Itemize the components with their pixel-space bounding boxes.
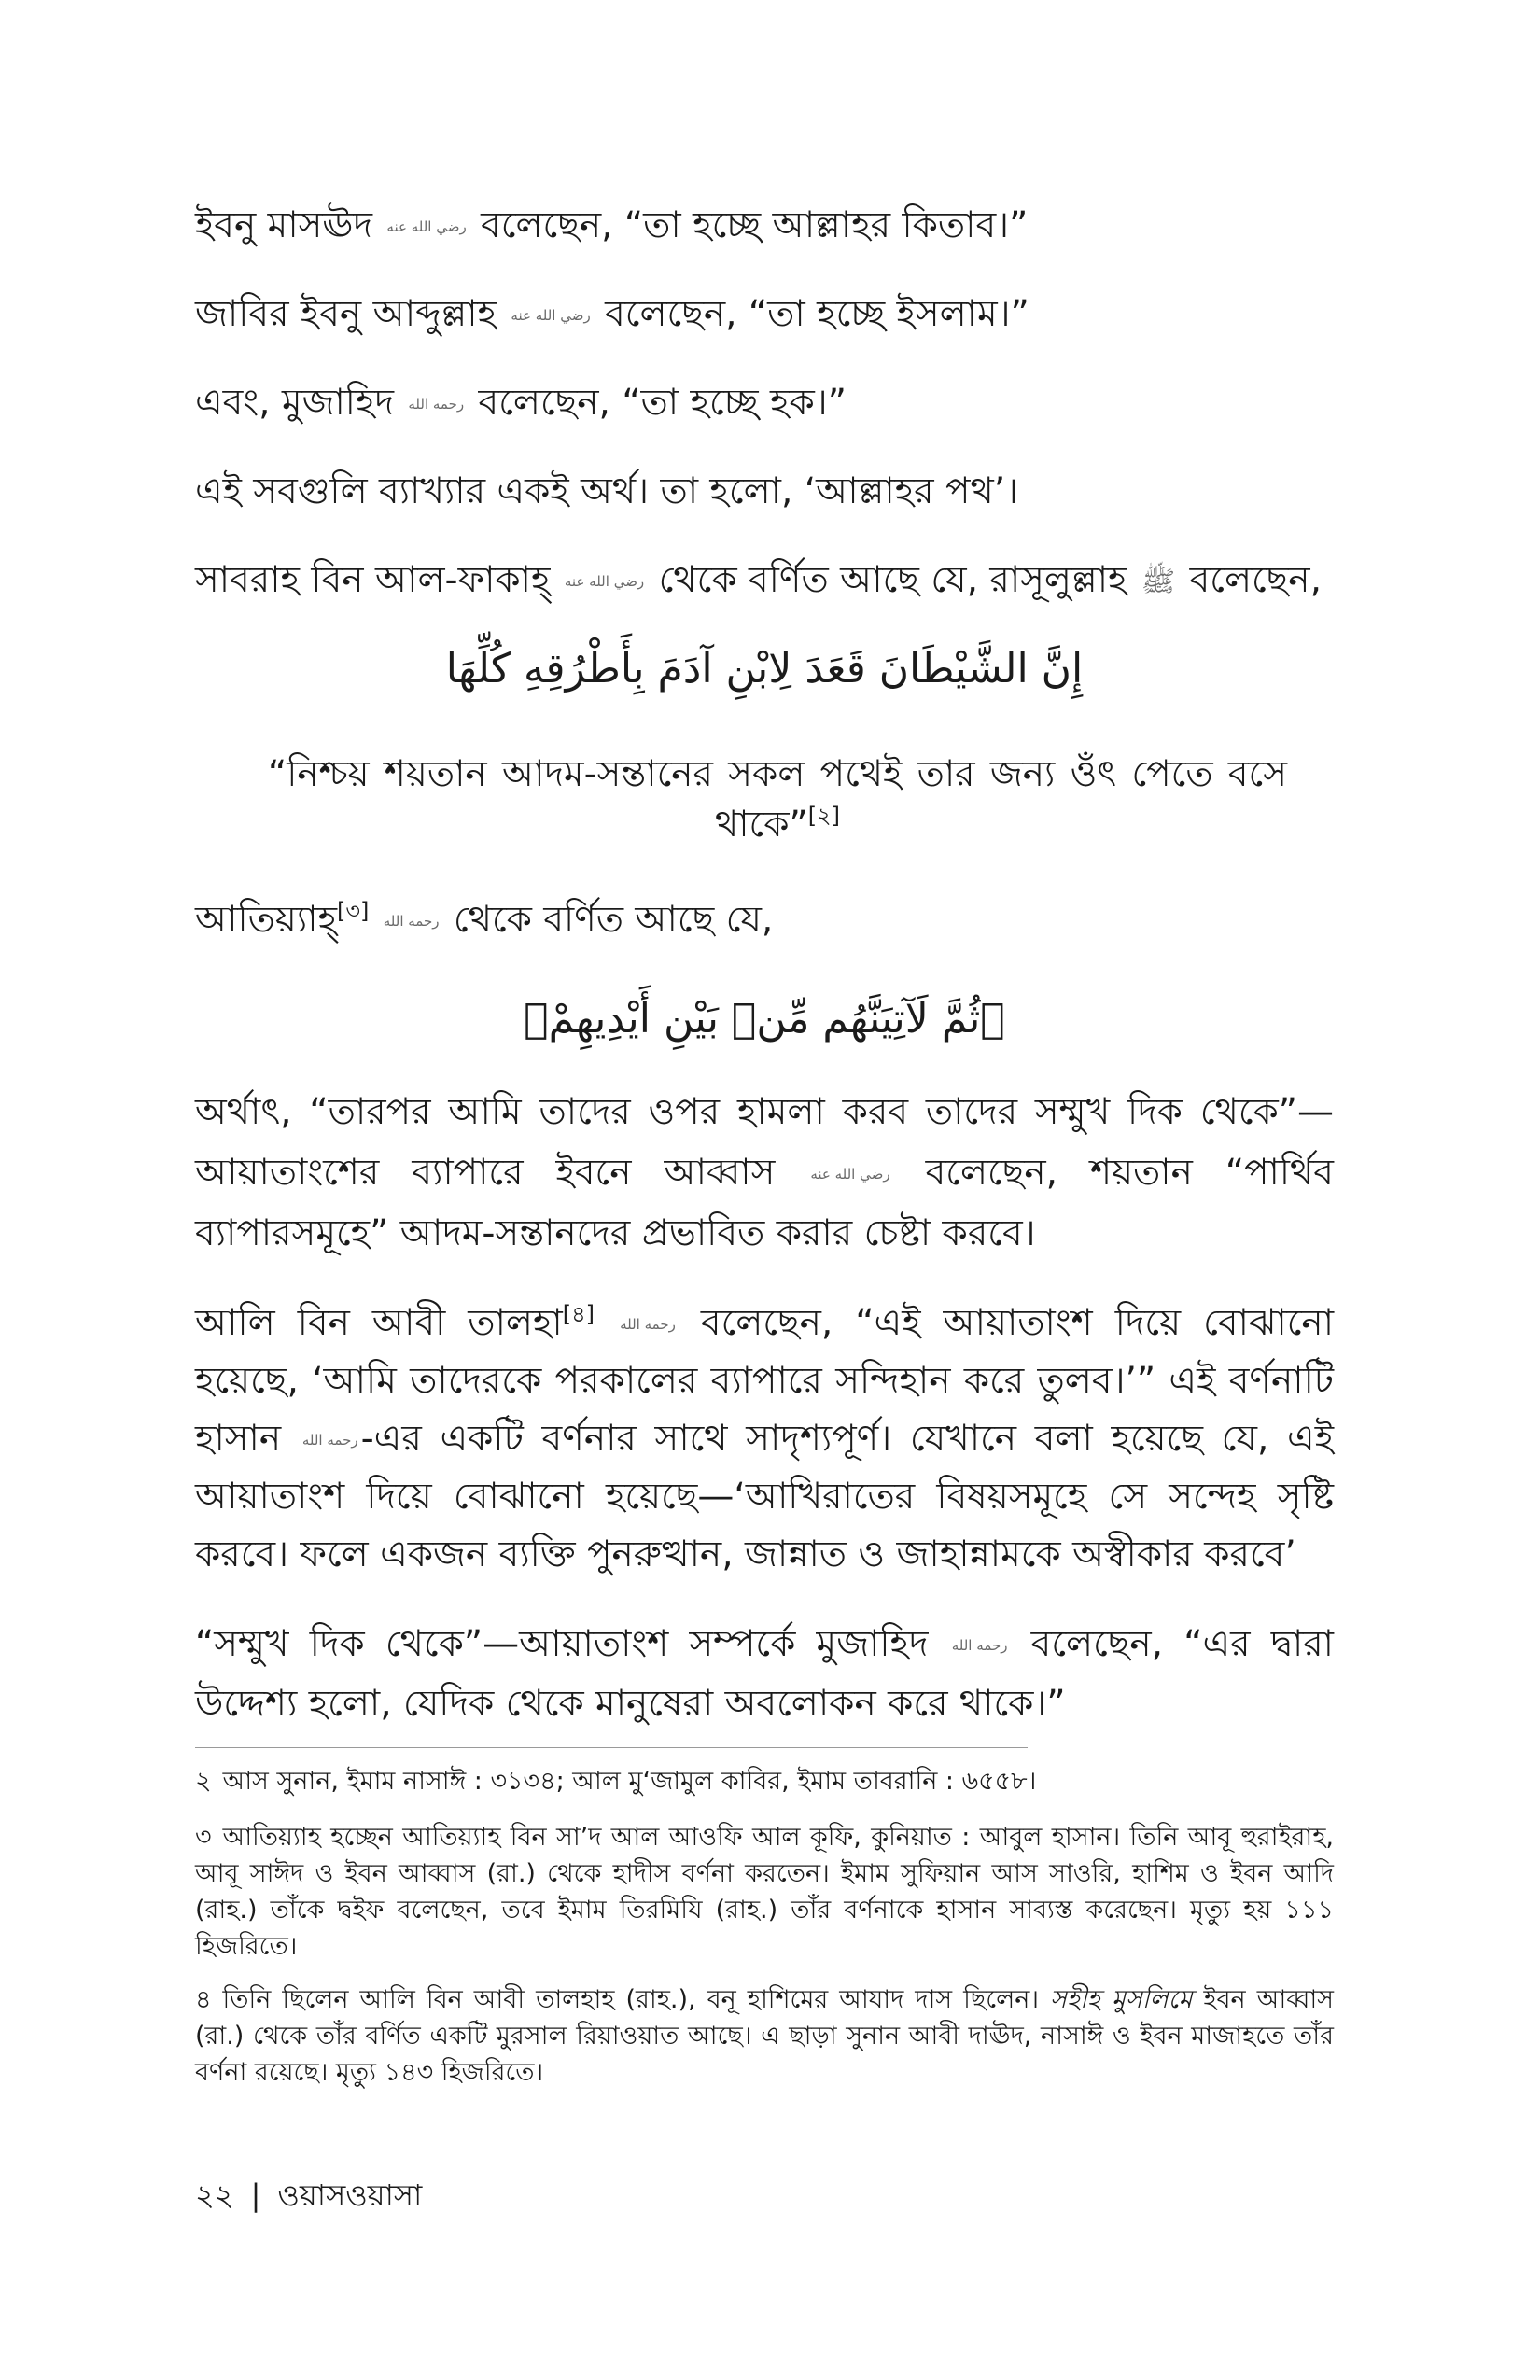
footnote-divider bbox=[195, 1747, 1028, 1748]
footnote-number: ২ bbox=[195, 1767, 212, 1796]
rahimahullah-icon: رحمه الله bbox=[383, 913, 440, 930]
text-run: সাবরাহ বিন আল-ফাকাহ্ bbox=[195, 559, 562, 601]
text-run: বলেছেন, “তা হচ্ছে হক।” bbox=[467, 382, 847, 424]
radiyallahu-anhu-icon: رضي الله عنه bbox=[564, 573, 645, 590]
text-run: “সম্মুখ দিক থেকে”—আয়াতাংশ সম্পর্কে মুজাহিদ bbox=[195, 1623, 949, 1665]
rahimahullah-icon: رحمه الله bbox=[408, 396, 465, 413]
footnote-reference: [৩] bbox=[337, 898, 370, 924]
text-run: এই সবগুলি ব্যাখ্যার একই অর্থ। তা হলো, ‘আল্লাহর পথ’। bbox=[195, 470, 1019, 512]
text-run: ইবন আব্বাস (রা.) থেকে তাঁর বর্ণিত একটি মুরসাল রিয়াওয়াত আছে। এ ছাড়া সুনান আবী দাঊদ, নাসাঈ ও ইবন মাজাহতে তাঁর বর্ণনা রয়েছে। মৃত্যু ১৪৩ হিজরিতে। bbox=[195, 1985, 1334, 2087]
text-run: -এর একটি বর্ণনার সাথে সাদৃশ্যপূর্ণ। যেখানে বলা হয়েছে যে, এই আয়াতাংশ দিয়ে বোঝানো হয়েছে—‘আখিরাতের বিষয়সমূহে সে সন্দেহ সৃষ্টি করবে। ফলে একজন ব্যক্তি পুনরুত্থান, জান্নাত ও জাহান্নামকে অস্বীকার করবে’ bbox=[195, 1418, 1334, 1575]
footnote-3 bbox=[195, 1819, 1334, 1965]
radiyallahu-anhu-icon: رضي الله عنه bbox=[810, 1166, 890, 1183]
text-run: “নিশ্চয় শয়তান আদম-সন্তানের সকল পথেই তার জন্য ওঁৎ পেতে বসে থাকে” bbox=[268, 753, 1287, 846]
text-run: বলেছেন, “তা হচ্ছে আল্লাহর কিতাব।” bbox=[469, 204, 1029, 246]
text-run: ইবনু মাসঊদ bbox=[195, 204, 385, 246]
footnote-reference: [৪] bbox=[562, 1301, 595, 1327]
text-run: তিনি ছিলেন আলি বিন আবী তালহাহ (রাহ.), বনূ হাশিমের আযাদ দাস ছিলেন। bbox=[222, 1985, 1050, 2014]
footnote-2 bbox=[195, 1763, 1334, 1799]
rahimahullah-icon: رحمه الله bbox=[620, 1316, 676, 1333]
text-run: বলেছেন, শয়তান “পার্থিব ব্যাপারসমূহে” আদম-সন্তানদের প্রভাবিত করার চেষ্টা করবে। bbox=[195, 1152, 1334, 1254]
text-run: বলেছেন, bbox=[1178, 559, 1322, 601]
hadith-translation bbox=[195, 749, 1334, 850]
footnote-reference: [২] bbox=[807, 803, 841, 829]
paragraph-ali-bin-abi-talha bbox=[195, 1295, 1334, 1584]
footnote-number: ৩ bbox=[195, 1823, 212, 1852]
text-run: বলেছেন, “এর দ্বারা উদ্দেশ্য হলো, যেদিক থেকে মানুষেরা অবলোকন করে থাকে।” bbox=[195, 1623, 1334, 1725]
text-run: আস সুনান, ইমাম নাসাঈ : ৩১৩৪; আল মু‘জামুল কাবির, ইমাম তাবরানি : ৬৫৫৮। bbox=[222, 1767, 1037, 1796]
paragraph-sabrah bbox=[195, 552, 1334, 609]
text-run bbox=[369, 899, 380, 941]
text-run: জাবির ইবনু আব্দুল্লাহ bbox=[195, 293, 509, 335]
footer-separator: | bbox=[250, 2177, 261, 2213]
page-body bbox=[195, 197, 1334, 2110]
footnote-number: ৪ bbox=[195, 1985, 212, 2014]
text-run: থেকে বর্ণিত আছে যে, bbox=[441, 899, 774, 941]
text-run: আতিয়্যাহ্ bbox=[195, 899, 337, 941]
paragraph-summary bbox=[195, 463, 1334, 521]
hadith-arabic-text: إِنَّ الشَّيْطَانَ قَعَدَ لِابْنِ آدَمَ بِأَطْرُقِهِ كُلِّهَا bbox=[445, 645, 1084, 693]
footnote-4 bbox=[195, 1981, 1334, 2091]
footnote-text bbox=[223, 1767, 1037, 1796]
paragraph-ibn-abbas bbox=[195, 1082, 1334, 1264]
text-run: এবং, মুজাহিদ bbox=[195, 382, 406, 424]
text-run: বলেছেন, “এই আয়াতাংশ দিয়ে বোঝানো হয়েছে, ‘আমি তাদেরকে পরকালের ব্যাপারে সন্দিহান করে তুলব।’” এই বর্ণনাটি হাসান bbox=[195, 1302, 1335, 1460]
book-title: ওয়াসওয়াসা bbox=[277, 2177, 423, 2213]
text-run: অর্থাৎ, “তারপর আমি তাদের ওপর হামলা করব তাদের সম্মুখ দিক থেকে”— আয়াতাংশের ব্যাপারে ইবনে আব্বাস bbox=[195, 1091, 1334, 1194]
paragraph-ibn-masud bbox=[195, 197, 1334, 255]
text-run: থেকে বর্ণিত আছে যে, রাসূলুল্লাহ bbox=[647, 559, 1139, 601]
rahimahullah-icon: رحمه الله bbox=[301, 1432, 358, 1449]
sallallahu-alayhi-wasallam-icon: ﷺ bbox=[1141, 565, 1176, 598]
paragraph-mujahid-haq bbox=[195, 374, 1334, 432]
text-run: আতিয়্যাহ হচ্ছেন আতিয়্যাহ বিন সা’দ আল আওফি আল কূফি, কুনিয়াত : আবুল হাসান। তিনি আবূ হুরাইরাহ, আবূ সাঈদ ও ইবন আব্বাস (রা.) থেকে হাদীস বর্ণনা করতেন। ইমাম সুফিয়ান আস সাওরি, হাশিম ও ইবন আদি (রাহ.) তাঁকে দ্বইফ বলেছেন, তবে ইমাম তিরমিযি (রাহ.) তাঁর বর্ণনাকে হাসান সাব্যস্ত করেছেন। মৃত্যু হয় ১১১ হিজরিতে। bbox=[195, 1823, 1334, 1961]
footnote-text bbox=[195, 1823, 1334, 1961]
paragraph-atiyyah bbox=[195, 891, 1334, 949]
paragraph-mujahid-front bbox=[195, 1615, 1334, 1734]
radiyallahu-anhu-icon: رضي الله عنه bbox=[386, 218, 467, 235]
rahimahullah-icon: رحمه الله bbox=[951, 1637, 1008, 1654]
page-footer bbox=[195, 2175, 422, 2216]
radiyallahu-anhu-icon: رضي الله عنه bbox=[511, 307, 591, 324]
page-number: ২২ bbox=[195, 2177, 234, 2213]
paragraph-jabir bbox=[195, 286, 1334, 343]
text-run bbox=[595, 1302, 617, 1344]
text-run: বলেছেন, “তা হচ্ছে ইসলাম।” bbox=[593, 293, 1029, 335]
italic-text: সহীহ মুসলিমে bbox=[1050, 1985, 1193, 2014]
footnote-text bbox=[195, 1985, 1334, 2087]
quran-verse-arabic: ﴿ثُمَّ لَآتِيَنَّهُم مِّنۢ بَيْنِ أَيْدِيهِمْ﴾ bbox=[524, 995, 1005, 1043]
text-run: আলি বিন আবী তালহা bbox=[195, 1302, 563, 1344]
